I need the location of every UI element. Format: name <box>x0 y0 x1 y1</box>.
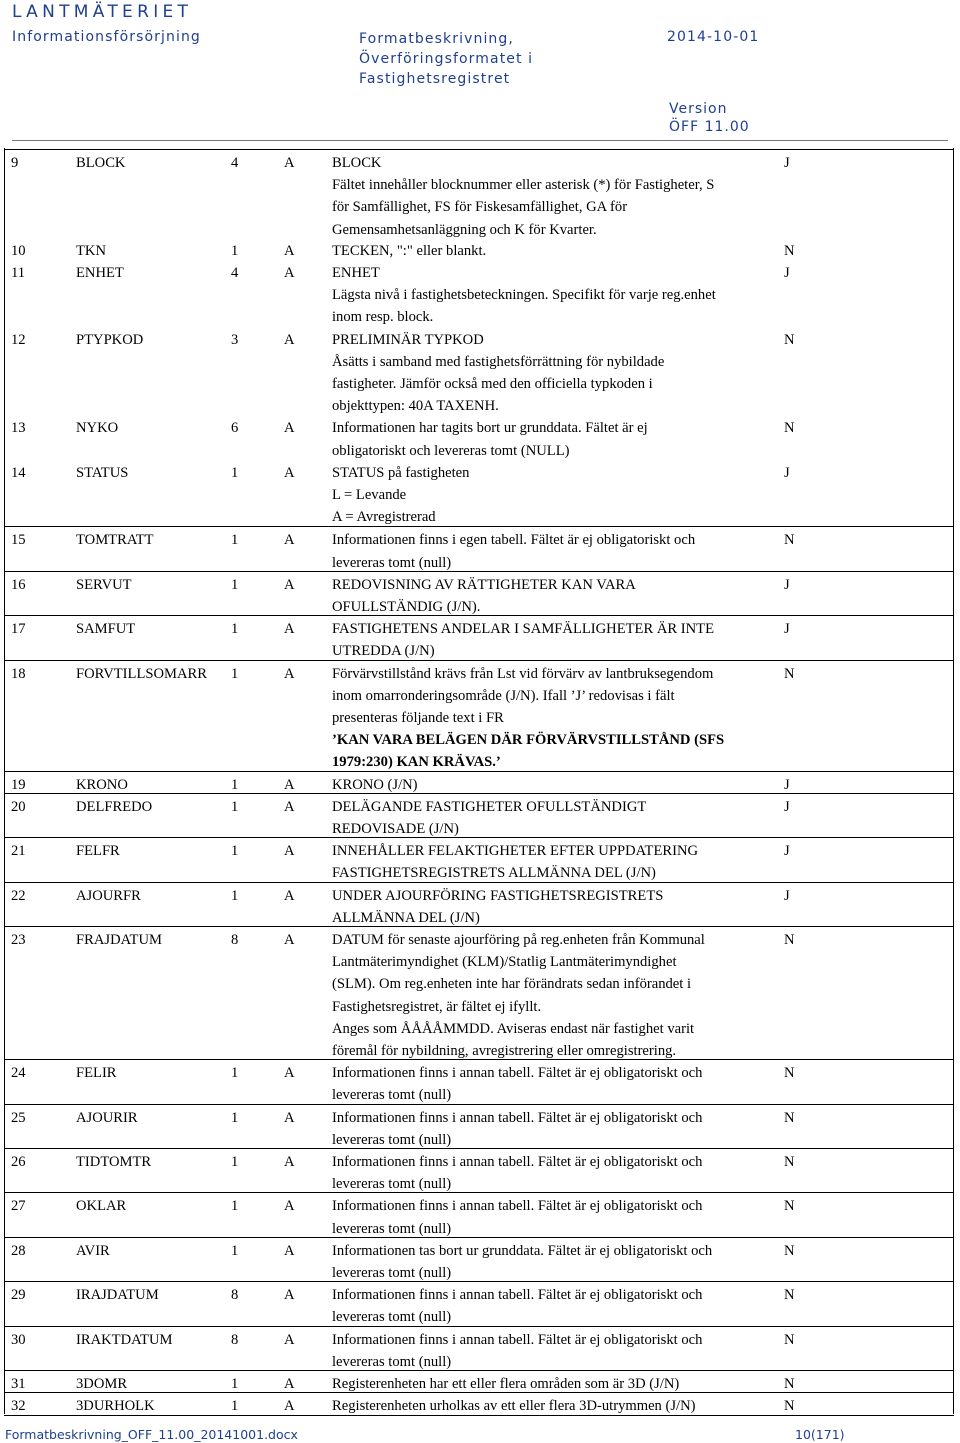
field-mandatory-flag: N <box>784 532 795 549</box>
field-mandatory-flag: N <box>784 331 795 348</box>
field-name: TKN <box>76 242 106 259</box>
field-name: DELFREDO <box>76 798 153 815</box>
field-mandatory-flag: J <box>784 843 790 860</box>
field-length: 8 <box>231 1331 239 1348</box>
description-line: inom omarronderingsområde (J/N). Ifall ’J’ redovisas i fält <box>332 687 675 704</box>
field-type: A <box>284 265 295 281</box>
description-line: OFULLSTÄNDIG (J/N). <box>332 599 481 615</box>
description-line: Lantmäterimyndighet (KLM)/Statlig Lantmäterimyndighet <box>332 954 677 971</box>
field-number: 13 <box>11 420 26 437</box>
field-description <box>332 1062 762 1106</box>
field-length: 1 <box>231 843 239 860</box>
table-row <box>4 837 954 882</box>
table-row <box>4 1059 954 1104</box>
field-description <box>332 262 762 329</box>
description-line: (SLM). Om reg.enheten inte har förändrats sedan införandet i <box>332 976 692 993</box>
description-line: TECKEN, ":" eller blankt. <box>332 242 487 259</box>
field-name: FELIR <box>76 1065 117 1082</box>
field-length: 1 <box>231 1154 239 1170</box>
table-row <box>4 1148 954 1193</box>
field-type: A <box>284 242 295 259</box>
table-row <box>4 260 954 327</box>
table-row <box>4 793 954 838</box>
organization-name: LANTMÄTERIET <box>12 2 193 22</box>
field-length: 1 <box>231 1398 239 1415</box>
field-type: A <box>284 420 295 437</box>
description-line: Informationen finns i annan tabell. Fältet är ej obligatoriskt och <box>332 1154 703 1170</box>
field-mandatory-flag: J <box>784 776 790 793</box>
field-type: A <box>284 576 295 593</box>
document-title-line: Fastighetsregistret <box>359 71 511 87</box>
table-row <box>4 238 954 260</box>
field-number: 21 <box>11 843 26 860</box>
description-line: föremål för nybildning, avregistrering eller omregistrering. <box>332 1043 677 1060</box>
description-line: REDOVISADE (J/N) <box>332 821 459 837</box>
field-mandatory-flag: N <box>784 242 795 259</box>
field-description <box>332 1395 762 1417</box>
description-line: Informationen finns i annan tabell. Fältet är ej obligatoriskt och <box>332 1109 703 1126</box>
field-type: A <box>284 776 295 793</box>
description-line: INNEHÅLLER FELAKTIGHETER EFTER UPPDATERING <box>332 843 699 860</box>
description-line: ENHET <box>332 265 380 281</box>
field-type: A <box>284 155 295 171</box>
field-length: 1 <box>231 242 239 259</box>
description-line: levereras tomt (null) <box>332 1131 452 1148</box>
version-number: ÖFF 11.00 <box>669 119 750 135</box>
field-name: AJOURIR <box>76 1109 138 1126</box>
field-length: 1 <box>231 1198 239 1215</box>
table-row <box>4 460 954 527</box>
field-type: A <box>284 331 295 348</box>
description-line: DELÄGANDE FASTIGHETER OFULLSTÄNDIGT <box>332 798 647 815</box>
table-row <box>4 1104 954 1149</box>
field-description <box>332 574 762 618</box>
field-length: 8 <box>231 1287 239 1304</box>
field-mandatory-flag: N <box>784 1198 795 1215</box>
field-type: A <box>284 887 295 904</box>
field-type: A <box>284 843 295 860</box>
description-line: för Samfällighet, FS för Fiskesamfällighet, GA för <box>332 199 628 216</box>
field-length: 3 <box>231 331 239 348</box>
description-line: Registerenheten urholkas av ett eller flera 3D-utrymmen (J/N) <box>332 1398 696 1415</box>
field-type: A <box>284 932 295 948</box>
table-row <box>4 1392 954 1416</box>
description-line: Informationen har tagits bort ur grunddata. Fältet är ej <box>332 420 648 437</box>
table-row <box>4 1237 954 1282</box>
header-rule <box>12 140 948 141</box>
field-type: A <box>284 1154 295 1170</box>
field-description <box>332 1284 762 1328</box>
field-number: 17 <box>11 621 26 638</box>
description-line: UNDER AJOURFÖRING FASTIGHETSREGISTRETS <box>332 887 664 904</box>
field-number: 23 <box>11 932 26 948</box>
field-name: AJOURFR <box>76 887 141 904</box>
field-description <box>332 462 762 529</box>
field-number: 28 <box>11 1242 26 1259</box>
description-line: BLOCK <box>332 155 382 171</box>
field-number: 31 <box>11 1376 26 1392</box>
field-type: A <box>284 1198 295 1215</box>
field-type: A <box>284 1065 295 1082</box>
description-line: Informationen finns i annan tabell. Fältet är ej obligatoriskt och <box>332 1065 703 1082</box>
description-line: Informationen finns i annan tabell. Fältet är ej obligatoriskt och <box>332 1331 703 1348</box>
field-description <box>332 618 762 662</box>
field-mandatory-flag: J <box>784 887 790 904</box>
field-description <box>332 1107 762 1151</box>
field-type: A <box>284 1242 295 1259</box>
field-name: TOMTRATT <box>76 532 154 549</box>
description-line: levereras tomt (null) <box>332 1220 452 1237</box>
field-number: 20 <box>11 798 26 815</box>
footer-filename: Formatbeskrivning_OFF_11.00_20141001.docx <box>5 1427 298 1442</box>
field-description <box>332 152 762 241</box>
field-description <box>332 329 762 418</box>
description-line: Lägsta nivå i fastighetsbeteckningen. Specifikt för varje reg.enhet <box>332 287 716 304</box>
field-length: 1 <box>231 464 239 481</box>
description-line: levereras tomt (null) <box>332 1176 452 1193</box>
field-length: 4 <box>231 265 239 281</box>
description-line: PRELIMINÄR TYPKOD <box>332 331 484 348</box>
field-number: 22 <box>11 887 26 904</box>
field-mandatory-flag: N <box>784 1331 795 1348</box>
field-length: 1 <box>231 1065 239 1082</box>
field-mandatory-flag: N <box>784 1242 795 1259</box>
table-row <box>4 1192 954 1237</box>
field-name: SAMFUT <box>76 621 136 638</box>
field-length: 1 <box>231 1109 239 1126</box>
field-mandatory-flag: J <box>784 621 790 638</box>
description-line: Anges som ÅÅÅÅMMDD. Aviseras endast när fastighet varit <box>332 1020 695 1037</box>
description-line: Förvärvstillstånd krävs från Lst vid förvärv av lantbruksegendom <box>332 665 714 682</box>
field-type: A <box>284 464 295 481</box>
field-number: 26 <box>11 1154 26 1170</box>
field-name: 3DOMR <box>76 1376 128 1392</box>
field-name: FRAJDATUM <box>76 932 162 948</box>
field-number: 16 <box>11 576 26 593</box>
field-length: 1 <box>231 532 239 549</box>
description-line: inom resp. block. <box>332 309 434 326</box>
field-type: A <box>284 1109 295 1126</box>
field-mandatory-flag: J <box>784 155 790 171</box>
field-number: 9 <box>11 155 19 171</box>
table-row <box>4 149 954 239</box>
table-row <box>4 1281 954 1326</box>
field-name: SERVUT <box>76 576 132 593</box>
field-description <box>332 240 762 262</box>
field-type: A <box>284 1331 295 1348</box>
field-mandatory-flag: N <box>784 1065 795 1082</box>
field-type: A <box>284 621 295 638</box>
field-number: 29 <box>11 1287 26 1304</box>
table-row <box>4 327 954 416</box>
field-type: A <box>284 532 295 549</box>
description-line: fastigheter. Jämför också med den officiella typkoden i <box>332 376 653 392</box>
field-name: OKLAR <box>76 1198 127 1215</box>
description-line: objekttypen: 40A TAXENH. <box>332 398 499 415</box>
field-length: 1 <box>231 1376 239 1392</box>
description-line: L = Levande <box>332 487 407 503</box>
field-length: 1 <box>231 665 239 682</box>
field-description <box>332 663 762 774</box>
description-line: Informationen finns i egen tabell. Fältet är ej obligatoriskt och <box>332 532 696 549</box>
table-row <box>4 771 954 794</box>
field-description <box>332 885 762 929</box>
field-mandatory-flag: N <box>784 665 795 682</box>
table-row <box>4 1370 954 1393</box>
field-name: BLOCK <box>76 155 126 171</box>
field-number: 15 <box>11 532 26 549</box>
field-description <box>332 1195 762 1239</box>
description-line: FASTIGHETSREGISTRETS ALLMÄNNA DEL (J/N) <box>332 865 656 882</box>
description-line: obligatoriskt och levereras tomt (NULL) <box>332 442 570 459</box>
description-line: STATUS på fastigheten <box>332 464 470 481</box>
description-line: A = Avregistrerad <box>332 509 436 526</box>
field-mandatory-flag: N <box>784 1154 795 1170</box>
field-length: 1 <box>231 798 239 815</box>
field-number: 11 <box>11 265 26 281</box>
field-name: PTYPKOD <box>76 331 144 348</box>
field-length: 1 <box>231 1242 239 1259</box>
field-description <box>332 529 762 573</box>
field-type: A <box>284 665 295 682</box>
field-mandatory-flag: N <box>784 420 795 437</box>
field-description <box>332 1151 762 1195</box>
description-line: Fastighetsregistret, är fältet ej ifyllt. <box>332 998 542 1015</box>
document-title-line: Överföringsformatet i <box>359 51 534 67</box>
description-line: Registerenheten har ett eller flera områden som är 3D (J/N) <box>332 1376 680 1392</box>
field-type: A <box>284 1376 295 1392</box>
description-line-bold: ’KAN VARA BELÄGEN DÄR FÖRVÄRVSTILLSTÅND (SFS <box>332 732 725 749</box>
description-line: Informationen finns i annan tabell. Fältet är ej obligatoriskt och <box>332 1198 703 1215</box>
document-title-line: Formatbeskrivning, <box>359 31 514 47</box>
field-description <box>332 796 762 840</box>
field-type: A <box>284 798 295 815</box>
table-row <box>4 526 954 571</box>
field-number: 10 <box>11 242 26 259</box>
description-line: ALLMÄNNA DEL (J/N) <box>332 909 480 926</box>
field-description <box>332 840 762 884</box>
field-number: 27 <box>11 1198 26 1215</box>
field-description <box>332 1329 762 1373</box>
field-number: 25 <box>11 1109 26 1126</box>
field-name: FORVTILLSOMARR <box>76 665 208 682</box>
field-name: ENHET <box>76 265 124 281</box>
description-line: presenteras följande text i FR <box>332 710 504 726</box>
field-description <box>332 417 762 461</box>
footer-page-number: 10(171) <box>795 1427 845 1442</box>
field-number: 18 <box>11 665 26 682</box>
table-row <box>4 615 954 660</box>
version-label: Version <box>669 101 728 117</box>
field-mandatory-flag: J <box>784 576 790 593</box>
field-mandatory-flag: N <box>784 1287 795 1304</box>
field-mandatory-flag: N <box>784 1376 795 1392</box>
description-line-bold: 1979:230) KAN KRÄVAS.’ <box>332 754 501 771</box>
field-name: KRONO <box>76 776 128 793</box>
field-length: 1 <box>231 887 239 904</box>
table-row <box>4 1326 954 1371</box>
table-row <box>4 926 954 1060</box>
field-length: 4 <box>231 155 239 171</box>
field-name: FELFR <box>76 843 120 860</box>
field-length: 1 <box>231 776 239 793</box>
field-length: 8 <box>231 932 239 948</box>
field-mandatory-flag: N <box>784 1398 795 1415</box>
description-line: Åsätts i samband med fastighetsförrättning för nybildade <box>332 353 665 370</box>
description-line: Informationen tas bort ur grunddata. Fältet är ej obligatoriskt och <box>332 1242 713 1259</box>
description-line: DATUM för senaste ajourföring på reg.enheten från Kommunal <box>332 932 705 948</box>
field-mandatory-flag: N <box>784 932 795 948</box>
description-line: Gemensamhetsanläggning och K för Kvarter. <box>332 221 597 238</box>
description-line: Informationen finns i annan tabell. Fältet är ej obligatoriskt och <box>332 1287 703 1304</box>
table-row <box>4 660 954 772</box>
description-line: levereras tomt (null) <box>332 1265 452 1281</box>
description-line: Fältet innehåller blocknummer eller asterisk (*) för Fastigheter, S <box>332 177 715 194</box>
field-name: NYKO <box>76 420 119 437</box>
field-number: 12 <box>11 331 26 348</box>
description-line: REDOVISNING AV RÄTTIGHETER KAN VARA <box>332 576 636 593</box>
description-line: levereras tomt (null) <box>332 1309 452 1326</box>
field-mandatory-flag: J <box>784 464 790 481</box>
description-line: FASTIGHETENS ANDELAR I SAMFÄLLIGHETER ÄR INTE <box>332 621 714 638</box>
field-length: 1 <box>231 576 239 593</box>
field-number: 14 <box>11 464 26 481</box>
field-number: 30 <box>11 1331 26 1348</box>
field-name: IRAKTDATUM <box>76 1331 173 1348</box>
field-length: 1 <box>231 621 239 638</box>
field-number: 32 <box>11 1398 26 1415</box>
description-line: UTREDDA (J/N) <box>332 643 435 660</box>
field-number: 19 <box>11 776 26 793</box>
field-name: 3DURHOLK <box>76 1398 155 1415</box>
description-line: levereras tomt (null) <box>332 554 452 571</box>
description-line: levereras tomt (null) <box>332 1087 452 1104</box>
document-date: 2014-10-01 <box>667 29 760 45</box>
field-type: A <box>284 1398 295 1415</box>
field-mandatory-flag: J <box>784 798 790 815</box>
field-name: AVIR <box>76 1242 110 1259</box>
table-row <box>4 882 954 927</box>
field-length: 6 <box>231 420 239 437</box>
field-description <box>332 1240 762 1284</box>
description-line: levereras tomt (null) <box>332 1353 452 1370</box>
field-name: STATUS <box>76 464 129 481</box>
description-line: KRONO (J/N) <box>332 776 418 793</box>
document-title <box>359 29 533 89</box>
table-row <box>4 415 954 459</box>
field-mandatory-flag: J <box>784 265 790 281</box>
field-description <box>332 929 762 1062</box>
field-name: IRAJDATUM <box>76 1287 159 1304</box>
field-mandatory-flag: N <box>784 1109 795 1126</box>
field-name: TIDTOMTR <box>76 1154 152 1170</box>
field-type: A <box>284 1287 295 1304</box>
department-name: Informationsförsörjning <box>12 29 201 45</box>
table-row <box>4 571 954 616</box>
field-number: 24 <box>11 1065 26 1082</box>
